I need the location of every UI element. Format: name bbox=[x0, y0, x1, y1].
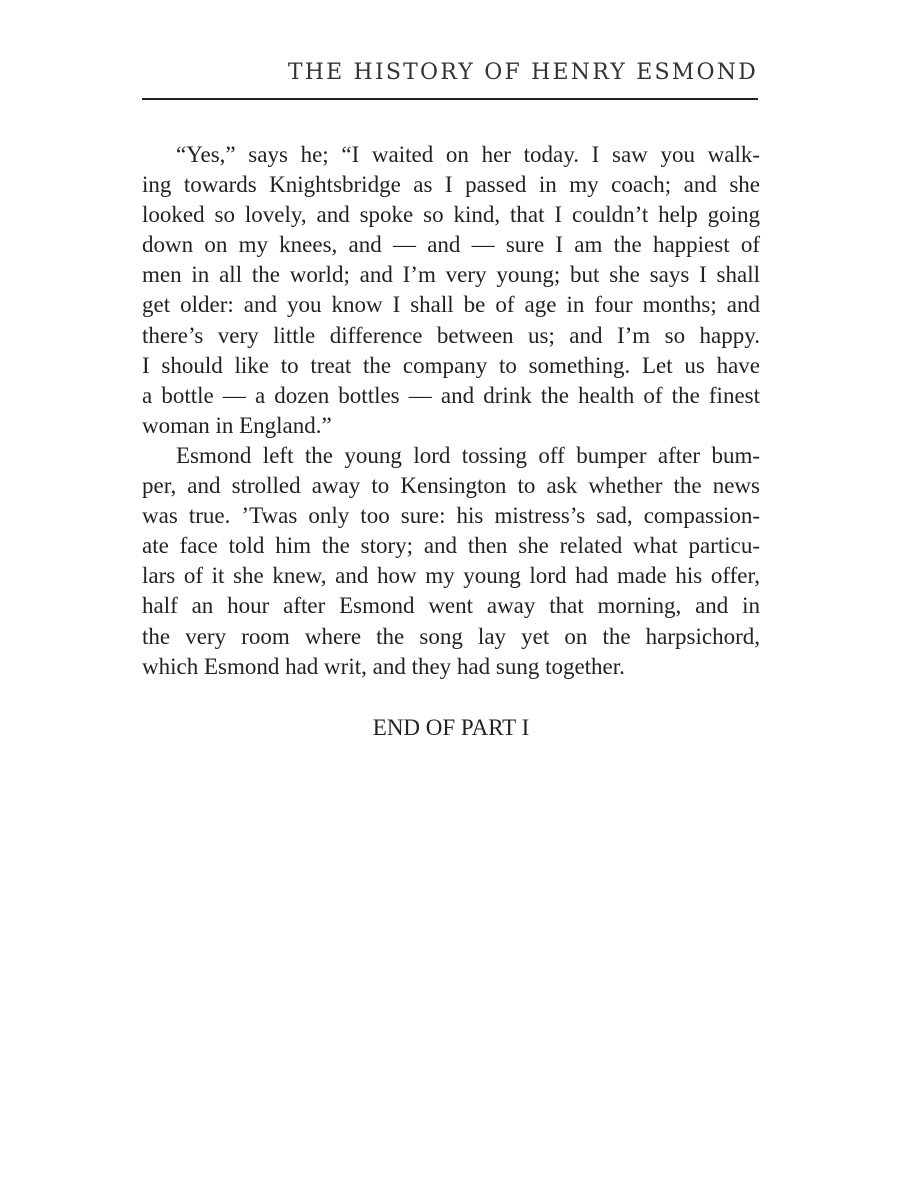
text-line: I should like to treat the company to something. Let us have bbox=[142, 352, 760, 378]
text-line: ate face told him the story; and then she related what particu- bbox=[142, 533, 760, 559]
text-line: lars of it she knew, and how my young lord had made his offer, bbox=[142, 563, 760, 589]
text-line: a bottle — a dozen bottles — and drink the health of the finest bbox=[142, 382, 760, 408]
book-page bbox=[142, 0, 760, 1200]
text-line: was true. ’Twas only too sure: his mistress’s sad, compassion- bbox=[142, 503, 760, 529]
text-line: woman in England.” bbox=[142, 412, 332, 438]
text-line: Esmond left the young lord tossing off bumper after bum- bbox=[176, 442, 760, 468]
header-rule bbox=[142, 98, 758, 100]
text-line: half an hour after Esmond went away that morning, and in bbox=[142, 593, 760, 619]
text-line: “Yes,” says he; “I waited on her today. I saw you walk- bbox=[176, 142, 760, 167]
text-line: men in all the world; and I’m very young; but she says I shall bbox=[142, 262, 760, 288]
running-head: THE HISTORY OF HENRY ESMOND bbox=[287, 60, 758, 85]
text-line: which Esmond had writ, and they had sung together. bbox=[142, 653, 625, 679]
text-line: there’s very little difference between us; and I’m so happy. bbox=[142, 322, 760, 348]
paragraph-2 bbox=[142, 441, 760, 682]
text-line: down on my knees, and — and — sure I am the happiest of bbox=[142, 232, 760, 258]
end-of-part-marker: END OF PART I bbox=[372, 715, 530, 740]
text-line: looked so lovely, and spoke so kind, that I couldn’t help going bbox=[142, 202, 760, 228]
body-text bbox=[142, 140, 760, 682]
text-line: ing towards Knightsbridge as I passed in my coach; and she bbox=[142, 172, 760, 198]
paragraph-1 bbox=[142, 140, 760, 441]
text-line: per, and strolled away to Kensington to ask whether the news bbox=[142, 473, 760, 499]
text-line: the very room where the song lay yet on the harpsichord, bbox=[142, 623, 760, 649]
text-line: get older: and you know I shall be of age in four months; and bbox=[142, 292, 760, 318]
